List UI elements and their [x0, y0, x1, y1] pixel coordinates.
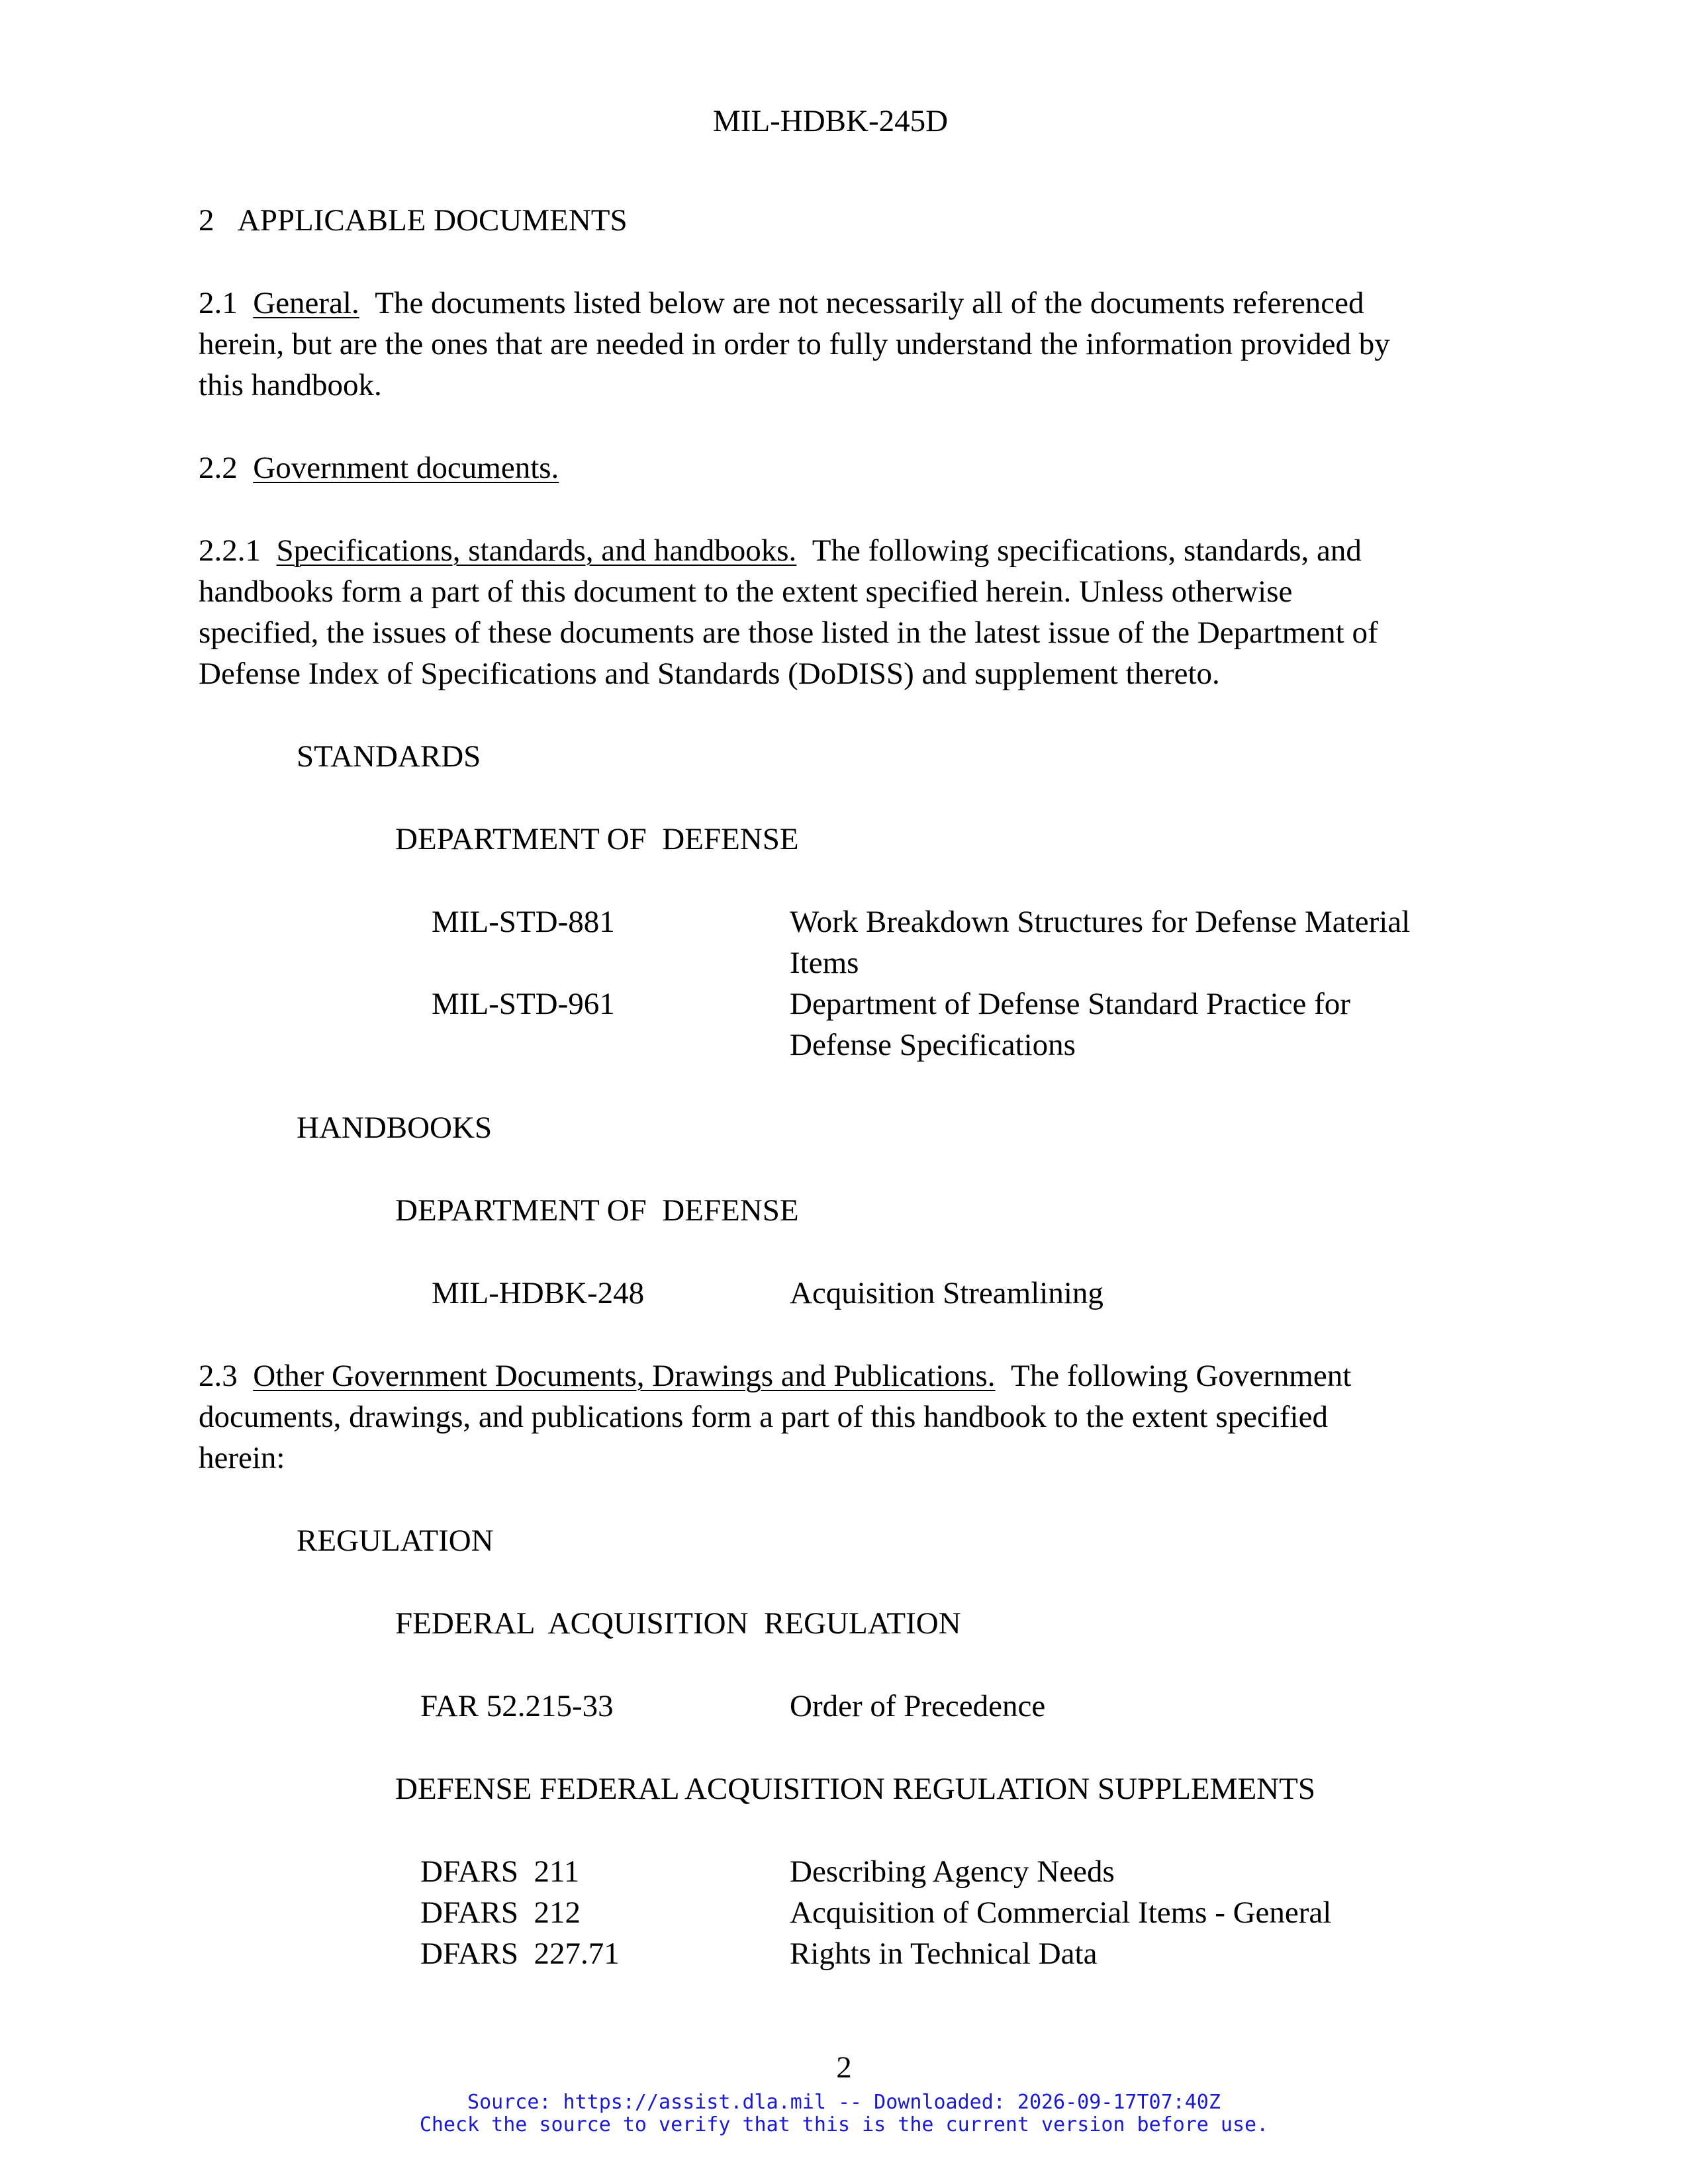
section-title: APPLICABLE DOCUMENTS — [237, 203, 628, 238]
document-title: Department of Defense Standard Practice for — [790, 987, 1350, 1021]
document-id: MIL-HDBK-248 — [432, 1276, 645, 1310]
document-id: FAR 52.215-33 — [420, 1689, 614, 1723]
document-title: Acquisition Streamlining — [790, 1276, 1103, 1310]
document-title: Rights in Technical Data — [790, 1936, 1098, 1971]
paragraph-number: 2.3 — [199, 1359, 238, 1393]
agency-heading: DEPARTMENT OF DEFENSE — [395, 1193, 799, 1228]
paragraph-number: 2.1 — [199, 286, 238, 320]
document-id: MIL-STD-961 — [432, 987, 615, 1021]
paragraph-2-2-1-line-3: specified, the issues of these documents are those listed in the latest issue of the Department of — [199, 615, 1378, 650]
paragraph-2-2-1-line-2: handbooks form a part of this document to the extent specified herein. Unless otherwise — [199, 574, 1293, 609]
document-title-continued: Defense Specifications — [790, 1028, 1076, 1062]
source-line: Source: https://assist.dla.mil -- Downloaded: 2026-09-17T07:40Z — [467, 2091, 1221, 2114]
document-title-continued: Items — [790, 946, 859, 980]
paragraph-2-3-line-2: documents, drawings, and publications form a part of this handbook to the extent specified — [199, 1400, 1328, 1434]
paragraph-2-2-1-line-1 — [199, 530, 1362, 571]
page-number: 2 — [836, 2050, 852, 2085]
far-heading: FEDERAL ACQUISITION REGULATION — [395, 1606, 961, 1641]
paragraph-text: The following Government — [1011, 1359, 1352, 1393]
document-id: DFARS 227.71 — [420, 1936, 620, 1971]
paragraph-text: The documents listed below are not necessarily all of the documents referenced — [375, 286, 1364, 320]
category-handbooks: HANDBOOKS — [297, 1111, 492, 1145]
paragraph-text: The following specifications, standards, and — [812, 533, 1362, 568]
category-regulation: REGULATION — [297, 1524, 494, 1558]
document-id-header: MIL-HDBK-245D — [713, 104, 949, 138]
document-title: Acquisition of Commercial Items - General — [790, 1895, 1332, 1930]
paragraph-heading: Government documents. — [253, 451, 559, 485]
paragraph-2-2-1-line-4: Defense Index of Specifications and Standards (DoDISS) and supplement thereto. — [199, 657, 1220, 691]
paragraph-2-2 — [199, 447, 559, 488]
paragraph-heading: General. — [253, 286, 359, 320]
document-title: Order of Precedence — [790, 1689, 1046, 1723]
paragraph-number: 2.2.1 — [199, 533, 261, 568]
section-heading — [199, 200, 628, 241]
paragraph-number: 2.2 — [199, 451, 238, 485]
document-id: MIL-STD-881 — [432, 905, 615, 939]
paragraph-2-1-line-3: this handbook. — [199, 368, 382, 402]
paragraph-2-3-line-3: herein: — [199, 1441, 285, 1475]
document-id: DFARS 211 — [420, 1854, 580, 1889]
section-number: 2 — [199, 203, 214, 238]
document-title: Describing Agency Needs — [790, 1854, 1115, 1889]
paragraph-2-1-line-1 — [199, 283, 1364, 324]
paragraph-heading: Specifications, standards, and handbooks. — [276, 533, 797, 568]
verify-notice: Check the source to verify that this is the current version before use. — [419, 2113, 1269, 2136]
paragraph-2-3-line-1 — [199, 1355, 1351, 1396]
document-id: DFARS 212 — [420, 1895, 581, 1930]
dfars-heading: DEFENSE FEDERAL ACQUISITION REGULATION SUPPLEMENTS — [395, 1772, 1316, 1806]
paragraph-heading: Other Government Documents, Drawings and Publications. — [253, 1359, 996, 1393]
paragraph-2-1-line-2: herein, but are the ones that are needed in order to fully understand the information provided by — [199, 327, 1390, 361]
category-standards: STANDARDS — [297, 739, 481, 774]
agency-heading: DEPARTMENT OF DEFENSE — [395, 822, 799, 856]
document-title: Work Breakdown Structures for Defense Material — [790, 905, 1411, 939]
